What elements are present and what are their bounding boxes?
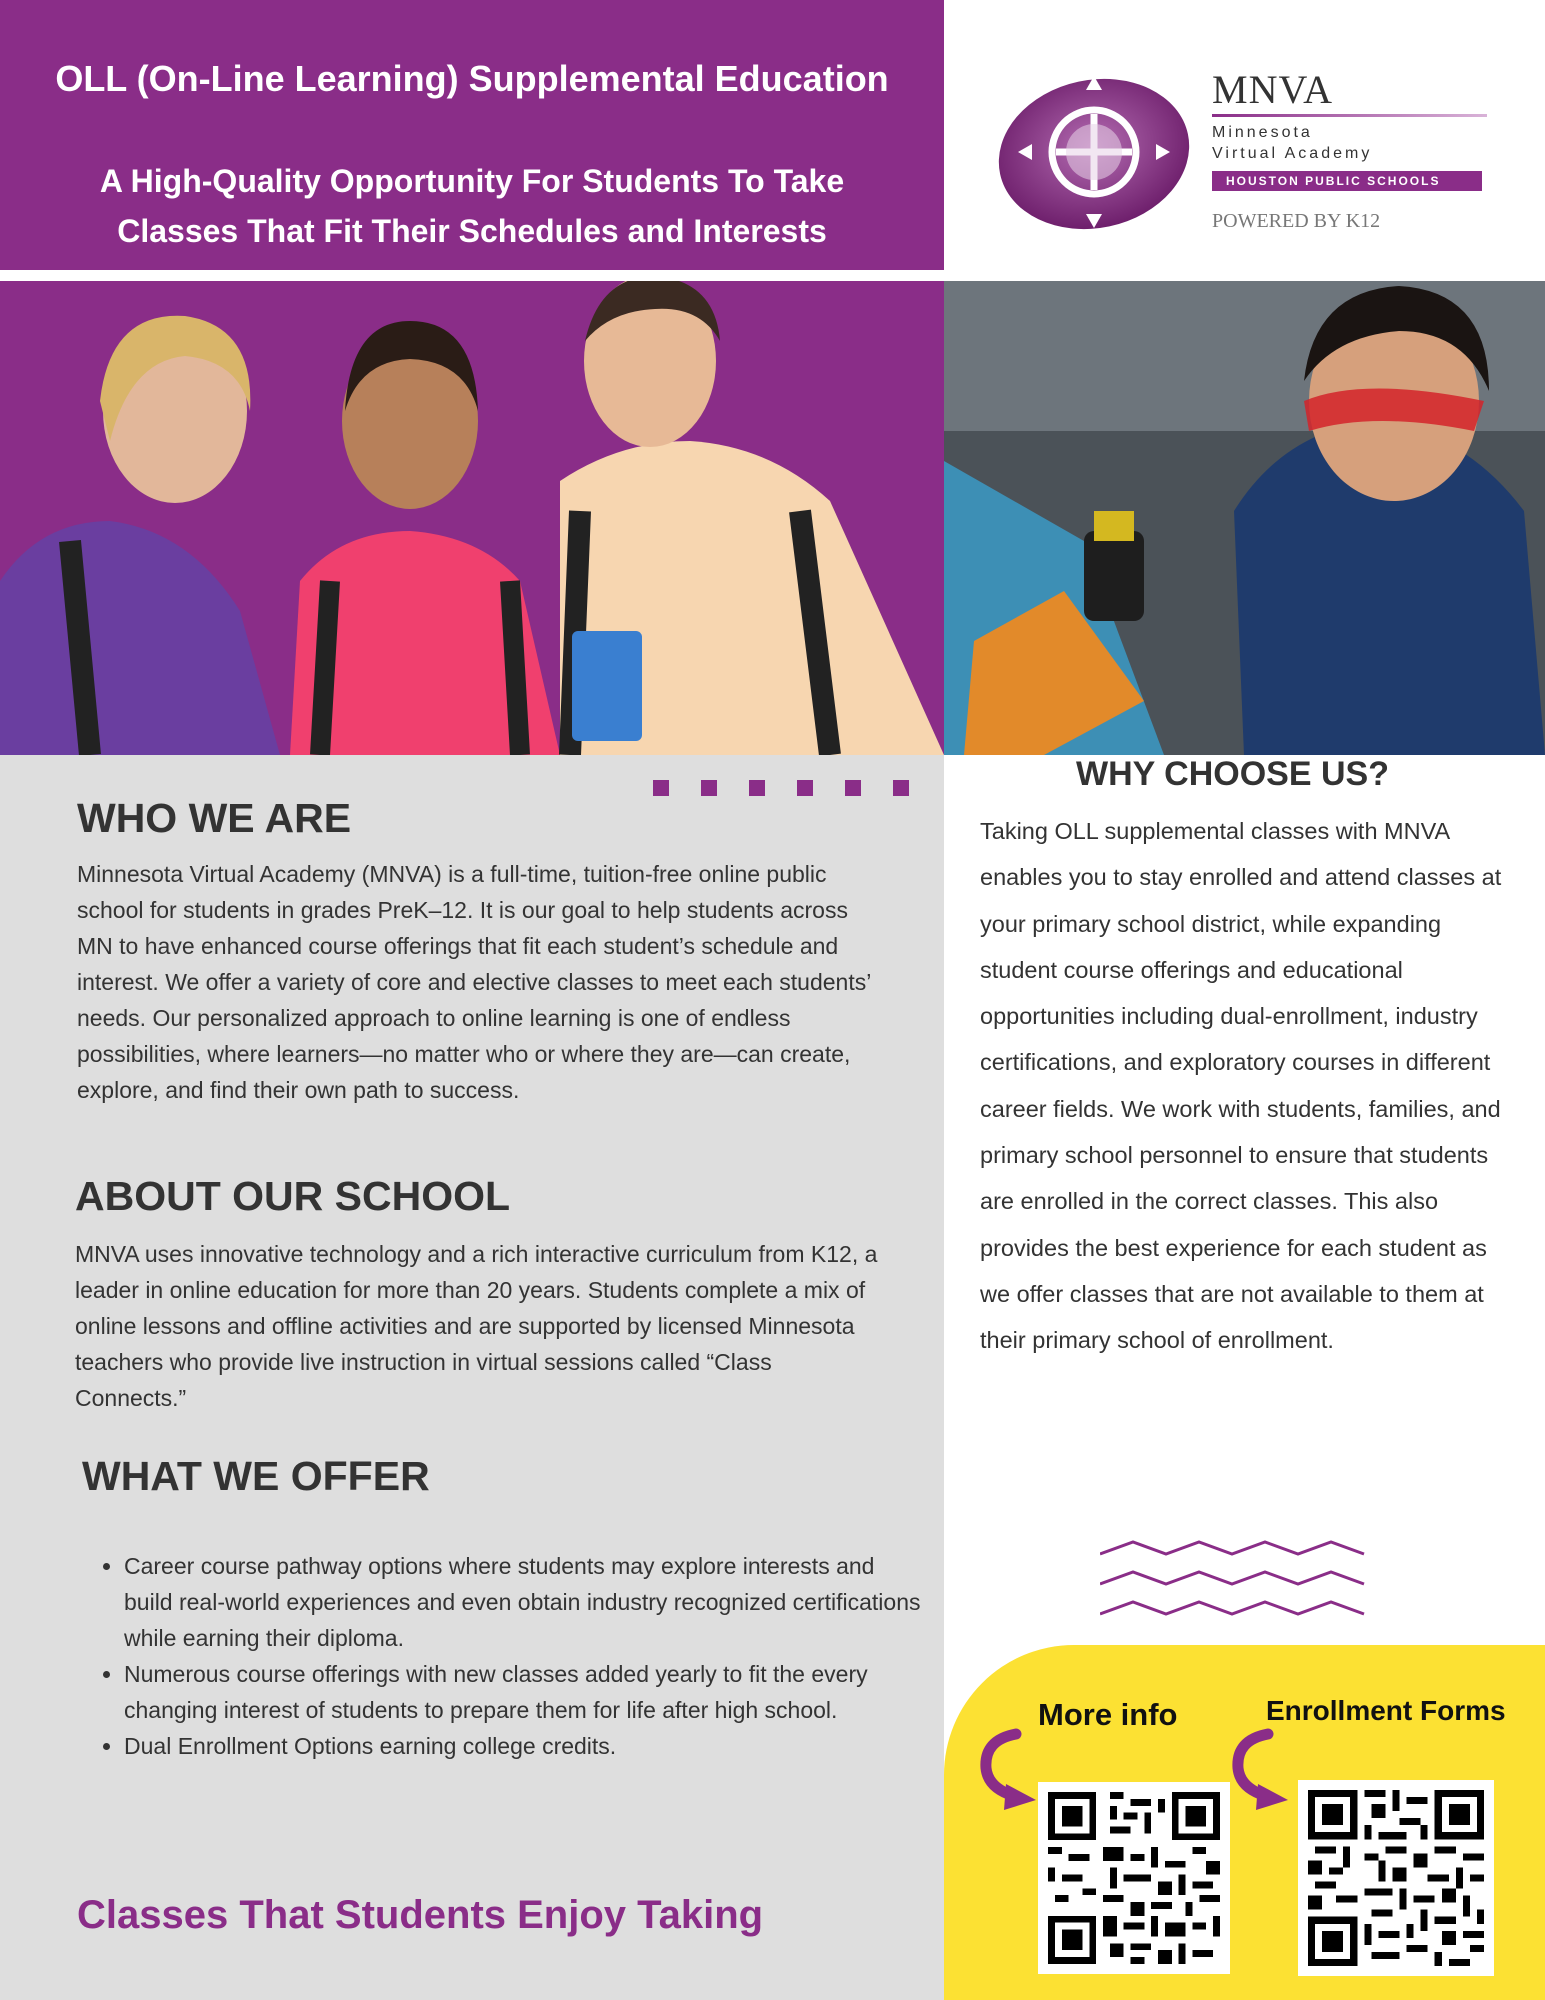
subtitle-line-2: Classes That Fit Their Schedules and Interests [117, 213, 827, 249]
what-we-offer-heading: WHAT WE OFFER [82, 1453, 430, 1499]
decorative-zigzag [1100, 1540, 1368, 1624]
decorative-dots [653, 780, 913, 796]
enrollment-forms-label: Enrollment Forms [1266, 1695, 1506, 1726]
offer-list [82, 1548, 924, 1764]
offer-item: • Numerous course offerings with new classes added yearly to fit the every changing interest of students to prepare them for life after high school. [124, 1656, 924, 1728]
who-we-are-heading: WHO WE ARE [77, 795, 352, 841]
about-school-heading: ABOUT OUR SCHOOL [75, 1173, 511, 1219]
page-subtitle [40, 156, 904, 256]
about-school-text: MNVA uses innovative technology and a rich interactive curriculum from K12, a leader in online education for more than 20 years. Students complete a mix of online lessons and offline activities and are supported by licensed Minnesota teachers who provide live instruction in virtual sessions called “Class Connects.” [75, 1241, 878, 1411]
curved-arrow-icon [976, 1728, 1046, 1810]
why-choose-us-heading: WHY CHOOSE US? [1076, 755, 1389, 793]
qr-code-icon [1048, 1792, 1220, 1964]
qr-code-more-info[interactable] [1038, 1782, 1230, 1974]
logo-district-bar: HOUSTON PUBLIC SCHOOLS [1212, 171, 1482, 191]
logo-brand: MNVA [1212, 67, 1334, 112]
tagline: Classes That Students Enjoy Taking [77, 1893, 764, 1937]
logo-powered-by: POWERED BY K12 [1212, 210, 1381, 232]
why-choose-us-text: Taking OLL supplemental classes with MNVA enables you to stay enrolled and attend classes at your primary school district, while expanding student course offerings and educational opportunities including dual-enrollment, industry certifications, and exploratory courses in different career fields. We work with students, families, and primary school personnel to ensure that students are enrolled in the correct classes. This also provides the best experience for each student as we offer classes that are not available to them at their primary school of enrollment. [980, 818, 1502, 1354]
page-title: OLL (On-Line Learning) Supplemental Education [55, 58, 889, 99]
curved-arrow-icon [1228, 1728, 1298, 1810]
offer-item: • Career course pathway options where students may explore interests and build real-world experiences and even obtain industry recognized certifications while earning their diploma. [124, 1548, 924, 1656]
offer-item: • Dual Enrollment Options earning college credits. [124, 1728, 924, 1764]
qr-code-enrollment-forms[interactable] [1298, 1780, 1494, 1976]
students-photo [0, 281, 944, 755]
logo-name-line-1: Minnesota [1212, 124, 1313, 141]
logo-name-line-2: Virtual Academy [1212, 145, 1373, 162]
compass-logo-icon [996, 72, 1192, 232]
subtitle-line-1: A High-Quality Opportunity For Students To Take [99, 163, 845, 199]
who-we-are-text: Minnesota Virtual Academy (MNVA) is a full-time, tuition-free online public school for students in grades PreK–12. It is our goal to help students across MN to have enhanced course offerings that fit each student’s schedule and interest. We offer a variety of core and elective classes to meet each students’ needs. Our personalized approach to online learning is one of endless possibilities, where learners—no matter who or where they are—can create, explore, and find their own path to success. [77, 861, 871, 1103]
logo-divider [1212, 114, 1487, 117]
qr-code-icon [1308, 1790, 1484, 1966]
more-info-label: More info [1038, 1697, 1178, 1732]
lab-photo [944, 281, 1545, 755]
